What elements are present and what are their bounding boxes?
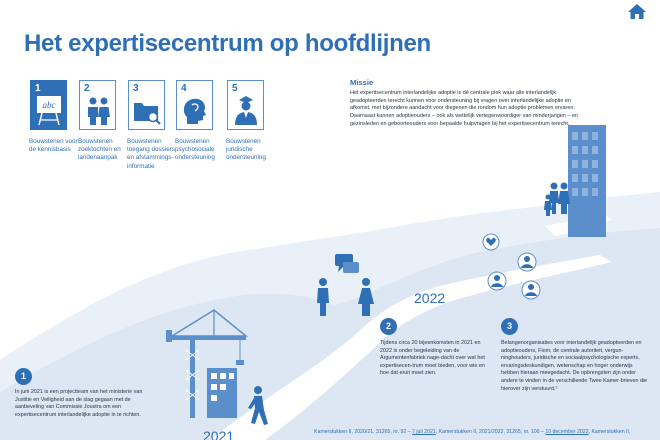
tile-number: 5 bbox=[232, 83, 238, 94]
page-title: Het expertisecentrum op hoofdlijnen bbox=[24, 30, 431, 57]
tile-dossiers[interactable] bbox=[128, 80, 165, 130]
office-tower-icon bbox=[568, 125, 606, 237]
headset-avatar-icon bbox=[522, 281, 540, 299]
heart-bubble-icon bbox=[483, 234, 499, 250]
tile-number: 4 bbox=[181, 83, 187, 94]
tile-label-1: Bouwstenen voor de kennisbasis bbox=[29, 138, 78, 154]
tile-number: 3 bbox=[133, 83, 139, 94]
tile-psychosociaal[interactable] bbox=[176, 80, 213, 130]
year-2021: 2021 bbox=[203, 428, 235, 440]
building-icon bbox=[207, 368, 237, 418]
step-3-text: Belangenorganisaties voor interlandelijk geadopteerden en adoptieouders, Fiom, de centrale autoriteit, vergun-ninghouders, juridische en sociaalpsychologische experts, ervaringsdeskundigen, wetenschap en hoger onderwijs hebben hieraan meegedacht. De opbrengsten zijn onder andere te vinden in de verschillende Twee Kamer-brieven die hierover zijn verstuurd.¹ bbox=[501, 340, 648, 392]
step-2-number: 2 bbox=[380, 318, 397, 335]
footnote-part2: , Kamerstukken II, 2021/2022, 31265, nr. 100 – bbox=[435, 429, 546, 435]
head-profile-icon bbox=[181, 95, 209, 127]
tile-number: 2 bbox=[84, 83, 90, 94]
two-people-icon bbox=[84, 95, 112, 127]
tile-label-3: Bouwstenen toegang dossiers en afstammings-informatie bbox=[127, 138, 175, 170]
missie-heading: Missie bbox=[350, 78, 374, 87]
chalkboard-text: abc bbox=[42, 100, 56, 110]
year-2022: 2022 bbox=[414, 290, 446, 306]
footnote-part1: Kamerstukken II, 2020/21, 31265, nr. 92 – bbox=[314, 429, 413, 435]
woman-avatar-icon bbox=[518, 253, 536, 271]
step-1-number: 1 bbox=[15, 368, 32, 385]
home-icon[interactable] bbox=[627, 3, 647, 20]
missie-body: Het expertisecentrum interlandelijke adoptie is dé centrale plek waar alle interlandelijk geadopteerden terecht kunnen voor ondersteuning bij vragen over interlandelijke adoptie en afkomst, met bijzondere aandacht voor diegenen die rondom hun adoptie problemen ervaren. Daarnaast kunnen adoptieouders – ook als wettelijk vertegenwoordiger van minderjarigen – en gezinsleden en geboorteouders voor bepaalde hulpvragen bij het expertisecentrum terecht. bbox=[350, 90, 578, 127]
tile-label-5: Bouwstenen juridische ondersteuning bbox=[226, 138, 266, 162]
tile-number: 1 bbox=[35, 83, 41, 94]
footnote-part3: , Kamerstukken II, bbox=[588, 429, 631, 435]
lawyer-icon bbox=[232, 95, 260, 127]
footnote bbox=[314, 429, 660, 435]
tile-label-2: Bouwstenen zoektochten en landenaanpak bbox=[78, 138, 121, 162]
footnote-link-2[interactable]: 10 december 2022 bbox=[545, 429, 589, 435]
footnote-link-1[interactable]: 7 juli 2021 bbox=[412, 429, 436, 435]
tile-label-4: Bouwstenen psychosociale ondersteuning bbox=[175, 138, 215, 162]
step-1-text: In juni 2021 is een projectteam van het ministerie van Justitie en Veiligheid aan de slag gegaan met de aanbeveling van Commissie Joustra om een expertisecentrum interlandelijke adoptie in te richten. bbox=[15, 389, 143, 418]
folder-search-icon bbox=[133, 95, 161, 127]
person-avatar-icon bbox=[488, 272, 506, 290]
step-2-text: Tijdens circa 20 bijeenkomsten in 2021 en 2022 is onder begeleiding van de Argumentenfabriek nage-dacht over wat het expertisecen-trum moet bieden, voor wie en hoe dat eruit moet zien. bbox=[380, 340, 485, 377]
tile-kennisbasis[interactable] bbox=[30, 80, 67, 130]
missie-section bbox=[350, 78, 590, 129]
tile-juridisch[interactable] bbox=[227, 80, 264, 130]
step-3-number: 3 bbox=[501, 318, 518, 335]
chalkboard-icon bbox=[35, 95, 63, 127]
tile-zoektochten[interactable] bbox=[79, 80, 116, 130]
